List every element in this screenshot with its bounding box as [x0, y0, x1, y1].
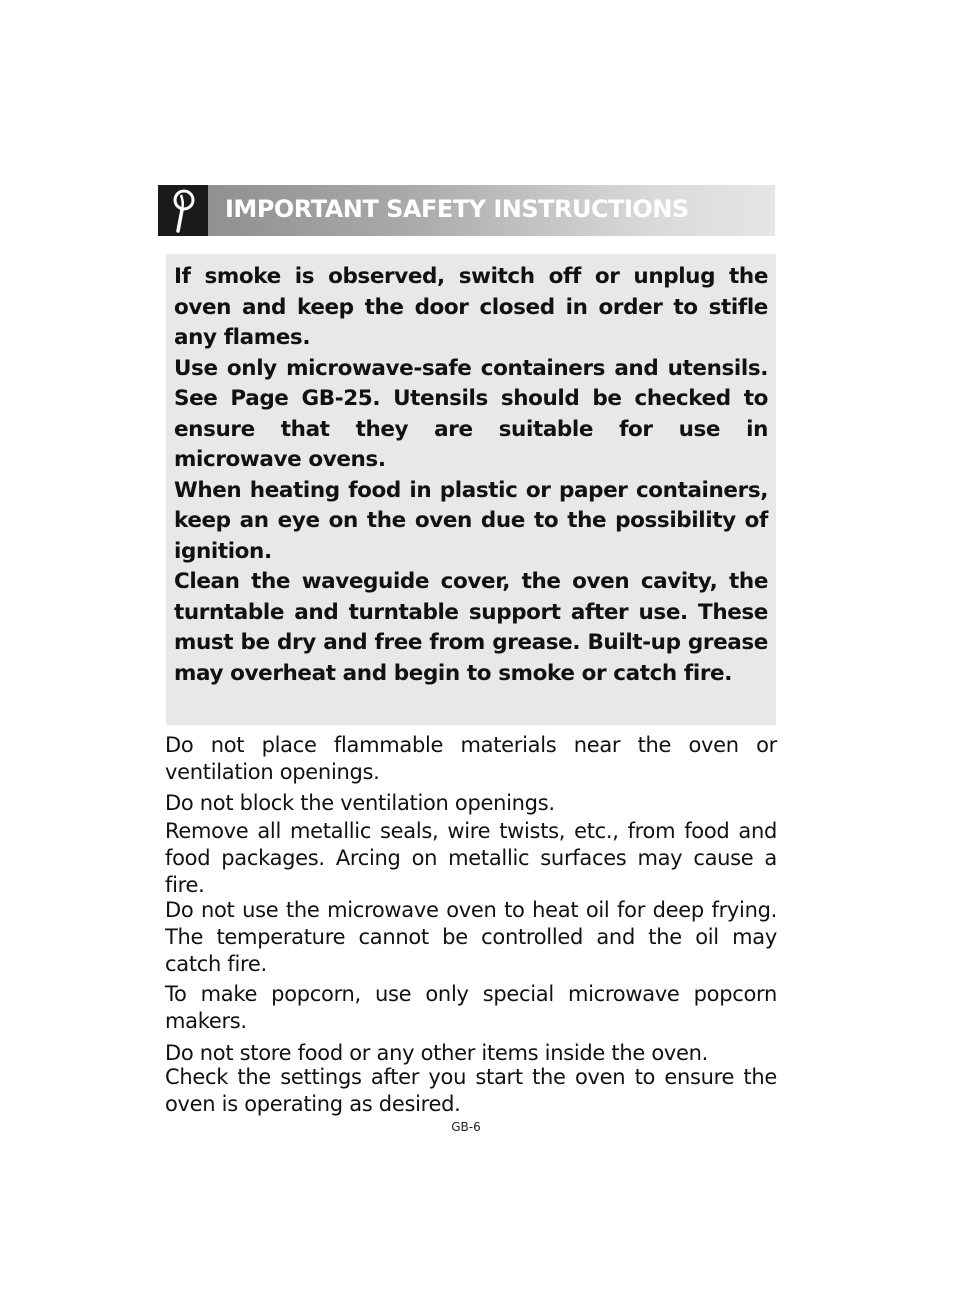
warning-paragraph: Clean the waveguide cover, the oven cavity, the turntable and turntable support after use. These must be dry and free from grease. Built-up grease may overheat and begin to smoke or catch fire. [174, 569, 768, 686]
warning-paragraph: Use only microwave-safe containers and utensils. See Page GB-25. Utensils should be checked to ensure that they are suitable for use in microwave ovens. [174, 355, 768, 472]
page-title: IMPORTANT SAFETY INSTRUCTIONS [225, 195, 689, 223]
section-header [158, 185, 775, 236]
instruction-paragraph: Do not block the ventilation openings. [165, 791, 555, 815]
page-number: GB-6 [451, 1120, 481, 1134]
instruction-paragraph: Check the settings after you start the oven to ensure the oven is operating as desired. [165, 1065, 777, 1116]
warning-box [166, 254, 776, 725]
warning-paragraph: If smoke is observed, switch off or unplug the oven and keep the door closed in order to stifle any flames. [174, 264, 768, 350]
warning-paragraph: When heating food in plastic or paper containers, keep an eye on the oven due to the possibility of ignition. [174, 477, 768, 564]
instruction-paragraph: Do not place flammable materials near the oven or ventilation openings. [165, 733, 777, 784]
instruction-paragraph: Do not store food or any other items inside the oven. [165, 1041, 709, 1065]
instruction-paragraph: To make popcorn, use only special microwave popcorn makers. [165, 982, 777, 1033]
instruction-paragraph: Remove all metallic seals, wire twists, etc., from food and food packages. Arcing on metallic surfaces may cause a fire. [165, 819, 777, 897]
exclamation-icon [158, 185, 208, 236]
instruction-paragraph: Do not use the microwave oven to heat oil for deep frying. The temperature cannot be controlled and the oil may catch fire. [165, 898, 777, 976]
